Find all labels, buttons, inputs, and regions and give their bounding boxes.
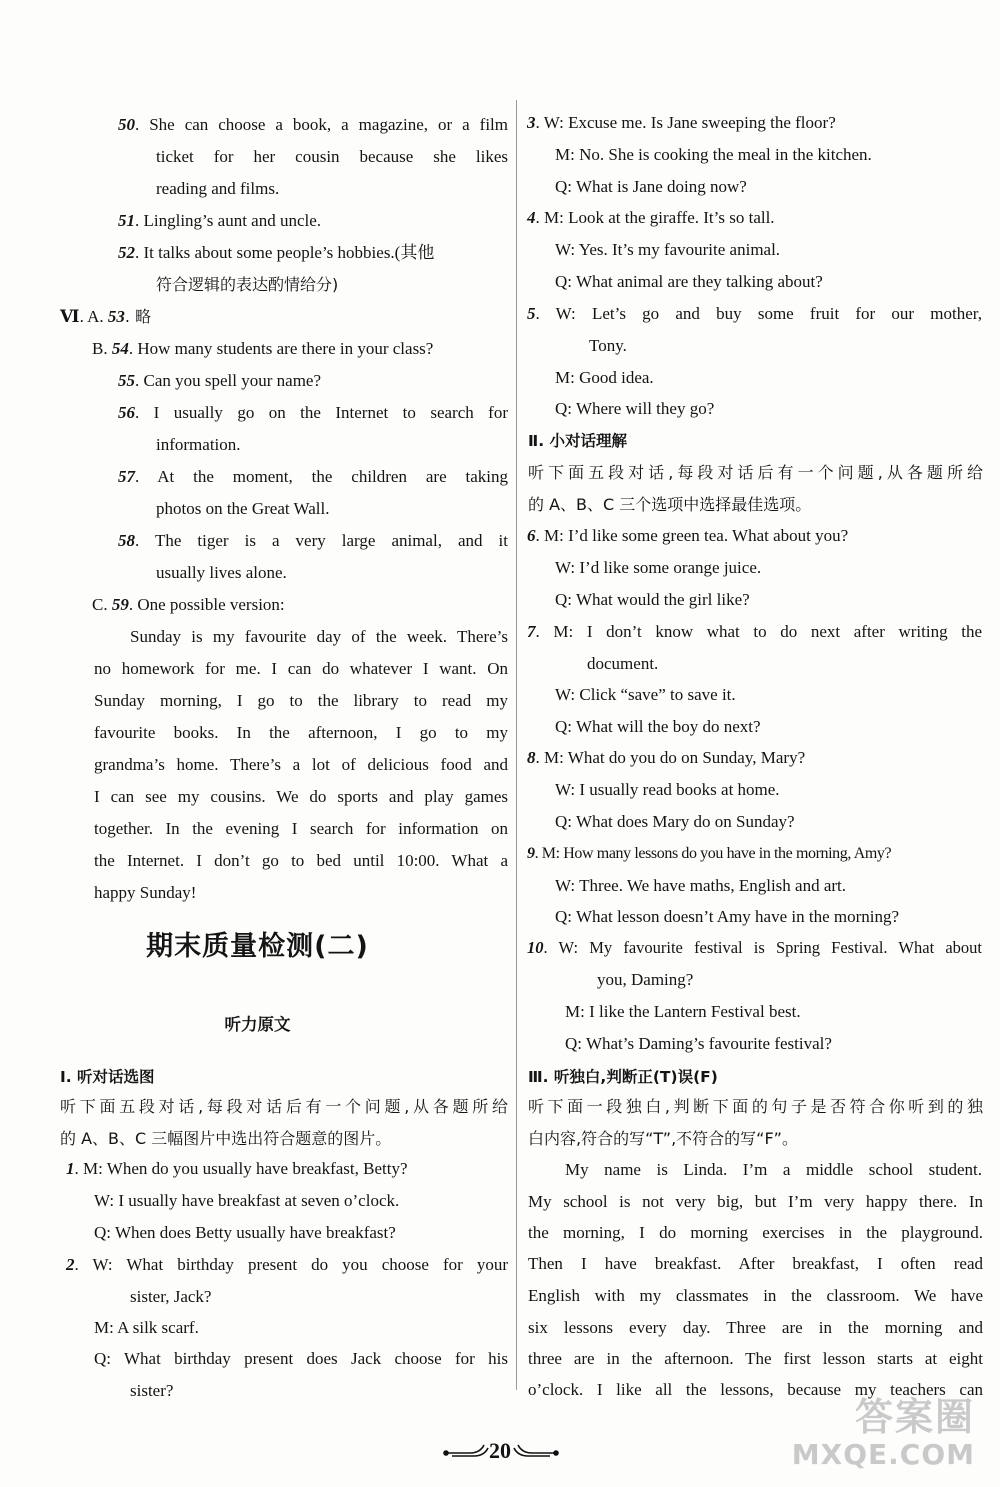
essay-line: Sunday morning, I go to the library to read my	[94, 691, 508, 710]
section-2-instruction-line1: 听下面五段对话,每段对话后有一个问题,从各题所给	[528, 463, 983, 482]
dialogue-2-line2: M: A silk scarf.	[94, 1318, 199, 1337]
dialogue-5-line1b: Tony.	[589, 336, 627, 355]
dialogue-2-line3b: sister?	[130, 1381, 174, 1400]
dialogue-10-line1b: you, Daming?	[597, 970, 694, 989]
dialogue-4-line3: Q: What animal are they talking about?	[555, 272, 823, 291]
monologue-line: Then I have breakfast. After breakfast, I often read	[528, 1254, 983, 1273]
answer-50-line3: reading and films.	[156, 179, 280, 198]
dialogue-7-line1b: document.	[587, 654, 659, 673]
dialogue-10-line3: Q: What’s Daming’s favourite festival?	[565, 1034, 832, 1053]
watermark-line1: 答案圈	[854, 1395, 975, 1439]
monologue-line: the morning, I do morning exercises in the playground.	[528, 1223, 983, 1242]
section-1-instruction-line2: 的 A、B、C 三幅图片中选出符合题意的图片。	[60, 1129, 392, 1148]
essay-line: grandma’s home. There’s a lot of delicious food and	[94, 755, 508, 774]
essay-line: I can see my cousins. We do sports and play games	[94, 787, 508, 806]
dialogue-9-line1: 9. M: How many lessons do you have in the morning, Amy?	[527, 845, 892, 862]
answer-54: B. 54. How many students are there in your class?	[92, 339, 434, 358]
section-3-instruction-line1: 听下面一段独白,判断下面的句子是否符合你听到的独	[528, 1097, 983, 1116]
watermark-logo	[792, 1395, 975, 1471]
essay-line: favourite books. In the afternoon, I go to my	[94, 723, 508, 742]
dialogue-10-line2: M: I like the Lantern Festival best.	[565, 1002, 801, 1021]
answer-50-line2: ticket for her cousin because she likes	[156, 147, 508, 166]
dialogue-7-line1: 7. M: I don’t know what to do next after writing the	[527, 622, 982, 641]
answer-58-line1: 58. The tiger is a very large animal, and it	[118, 531, 508, 550]
answer-56-line2: information.	[156, 435, 241, 454]
answer-59: C. 59. One possible version:	[92, 595, 285, 614]
dialogue-3-line3: Q: What is Jane doing now?	[555, 177, 747, 196]
essay-line: no homework for me. I can do whatever I want. On	[94, 659, 508, 678]
monologue-line: six lessons every day. Three are in the morning and	[528, 1318, 983, 1337]
monologue-line: My name is Linda. I’m a middle school student.	[565, 1160, 982, 1179]
dialogue-7-line2: W: Click “save” to save it.	[555, 685, 736, 704]
answer-57-line2: photos on the Great Wall.	[156, 499, 330, 518]
dialogue-6-line2: W: I’d like some orange juice.	[555, 558, 762, 577]
monologue-line: o’clock. I like all the lessons, because my teachers can	[528, 1380, 983, 1399]
answer-52-line1: 52. It talks about some people’s hobbies.(其他	[118, 243, 435, 262]
dialogue-5-line1: 5. W: Let’s go and buy some fruit for our mother,	[527, 304, 982, 323]
dialogue-1-line1: 1. M: When do you usually have breakfast, Betty?	[66, 1159, 408, 1178]
section-2-instruction-line2: 的 A、B、C 三个选项中选择最佳选项。	[528, 495, 812, 514]
right-column	[515, 0, 1000, 1487]
dialogue-7-line3: Q: What will the boy do next?	[555, 717, 761, 736]
dialogue-8-line3: Q: What does Mary do on Sunday?	[555, 812, 795, 831]
answer-55: 55. Can you spell your name?	[118, 371, 322, 390]
section-6-a-53: Ⅵ. A. 53. 略	[60, 307, 152, 326]
dialogue-9-line2: W: Three. We have maths, English and art.	[555, 876, 847, 895]
dialogue-4-line2: W: Yes. It’s my favourite animal.	[555, 240, 781, 259]
section-1-heading: Ⅰ. 听对话选图	[60, 1068, 155, 1086]
dialogue-6-line3: Q: What would the girl like?	[555, 590, 750, 609]
dialogue-8-line1: 8. M: What do you do on Sunday, Mary?	[527, 748, 806, 767]
answer-57-line1: 57. At the moment, the children are taking	[118, 467, 508, 486]
listening-script-title: 听力原文	[224, 1015, 291, 1034]
dialogue-10-line1: 10. W: My favourite festival is Spring Festival. What about	[527, 938, 982, 957]
section-2-heading: Ⅱ. 小对话理解	[528, 432, 627, 450]
answer-58-line2: usually lives alone.	[156, 563, 287, 582]
dialogue-8-line2: W: I usually read books at home.	[555, 780, 780, 799]
essay-line: together. In the evening I search for information on	[94, 819, 508, 838]
dialogue-5-line3: Q: Where will they go?	[555, 399, 715, 418]
dialogue-9-line3: Q: What lesson doesn’t Amy have in the morning?	[555, 907, 900, 926]
dialogue-3-line1: 3. W: Excuse me. Is Jane sweeping the floor?	[527, 113, 836, 132]
essay-line: the Internet. I don’t go to bed until 10:00. What a	[94, 851, 508, 870]
dialogue-1-line2: W: I usually have breakfast at seven o’clock.	[94, 1191, 400, 1210]
dialogue-1-line3: Q: When does Betty usually have breakfast?	[94, 1223, 396, 1242]
monologue-line: My school is not very big, but I’m very happy there. In	[528, 1192, 983, 1211]
answer-52-line2: 符合逻辑的表达酌情给分)	[156, 275, 339, 294]
monologue-line: three are in the afternoon. The first lesson starts at eight	[528, 1349, 983, 1368]
exam-title: 期末质量检测(二)	[146, 931, 369, 962]
dialogue-3-line2: M: No. She is cooking the meal in the kitchen.	[555, 145, 872, 164]
dialogue-2-line1: 2. W: What birthday present do you choose for your	[66, 1255, 508, 1274]
section-1-instruction-line1: 听下面五段对话,每段对话后有一个问题,从各题所给	[60, 1097, 508, 1116]
answer-56-line1: 56. I usually go on the Internet to search for	[118, 403, 508, 422]
dialogue-2-line3: Q: What birthday present does Jack choose for his	[94, 1349, 508, 1368]
dialogue-5-line2: M: Good idea.	[555, 368, 654, 387]
essay-line: Sunday is my favourite day of the week. There’s	[130, 627, 508, 646]
answer-51: 51. Lingling’s aunt and uncle.	[118, 211, 322, 230]
essay-line: happy Sunday!	[94, 883, 197, 902]
monologue-line: English with my classmates in the classroom. We have	[528, 1286, 983, 1305]
section-3-instruction-line2: 白内容,符合的写“T”,不符合的写“F”。	[528, 1129, 798, 1148]
answer-50-line1: 50. She can choose a book, a magazine, or a film	[118, 115, 508, 134]
dialogue-6-line1: 6. M: I’d like some green tea. What about you?	[527, 526, 849, 545]
page-number: 20	[489, 1438, 511, 1463]
section-3-heading: Ⅲ. 听独白,判断正(T)误(F)	[528, 1068, 718, 1086]
dialogue-2-line1b: sister, Jack?	[130, 1287, 212, 1306]
dialogue-4-line1: 4. M: Look at the giraffe. It’s so tall.	[527, 208, 775, 227]
watermark-line2: MXQE.COM	[791, 1438, 975, 1471]
